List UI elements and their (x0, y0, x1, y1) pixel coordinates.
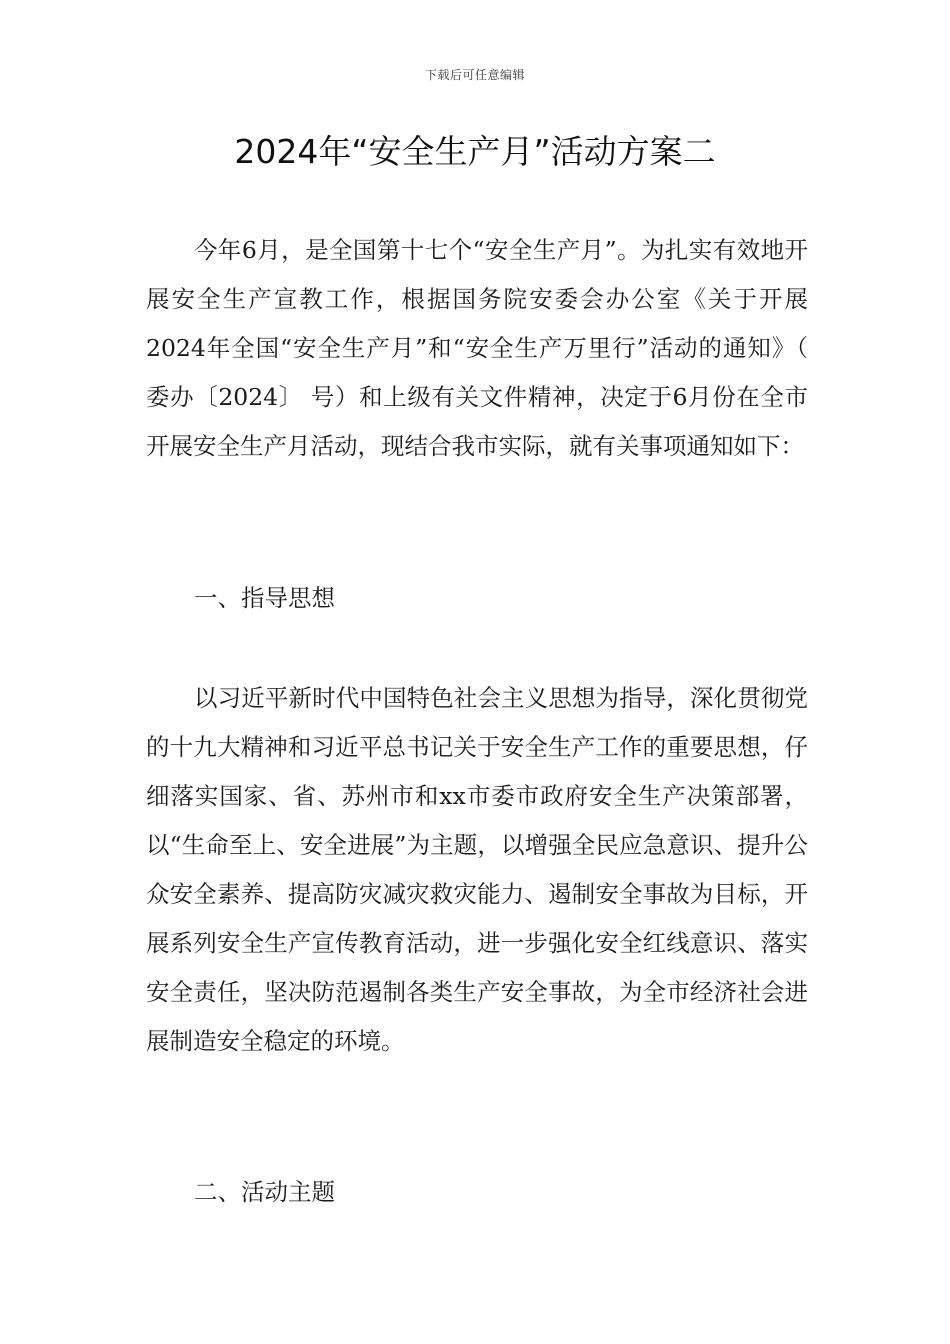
intro-paragraph: 今年6月，是全国第十七个“安全生产月”。为扎实有效地开展安全生产宣教工作，根据国务院安委会办公室《关于开展2024年全国“安全生产月”和“安全生产万里行”活动的通知》（ 委办〔2024〕 号）和上级有关文件精神，决定于6月份在全市开展安全生产月活动，现结合我市实际，就有关事项通知如下： (146, 236, 808, 460)
document-title: 2024年“安全生产月”活动方案二 (234, 132, 716, 171)
section-heading-activity-theme: 二、活动主题 (194, 1178, 335, 1206)
guiding-ideology-paragraph: 以习近平新时代中国特色社会主义思想为指导，深化贯彻党的十九大精神和习近平总书记关于安全生产工作的重要思想，仔细落实国家、省、苏州市和xx市委市政府安全生产决策部署，以“生命至上、安全进展”为主题，以增强全民应急意识、提升公众安全素养、提高防灾减灾救灾能力、遏制安全事故为目标，开展系列安全生产宣传教育活动，进一步强化安全红线意识、落实安全责任，坚决防范遏制各类生产安全事故，为全市经济社会进展制造安全稳定的环境。 (146, 684, 808, 1055)
header-note: 下载后可任意编辑 (424, 68, 525, 82)
section-heading-guiding-ideology: 一、指导思想 (194, 584, 335, 612)
